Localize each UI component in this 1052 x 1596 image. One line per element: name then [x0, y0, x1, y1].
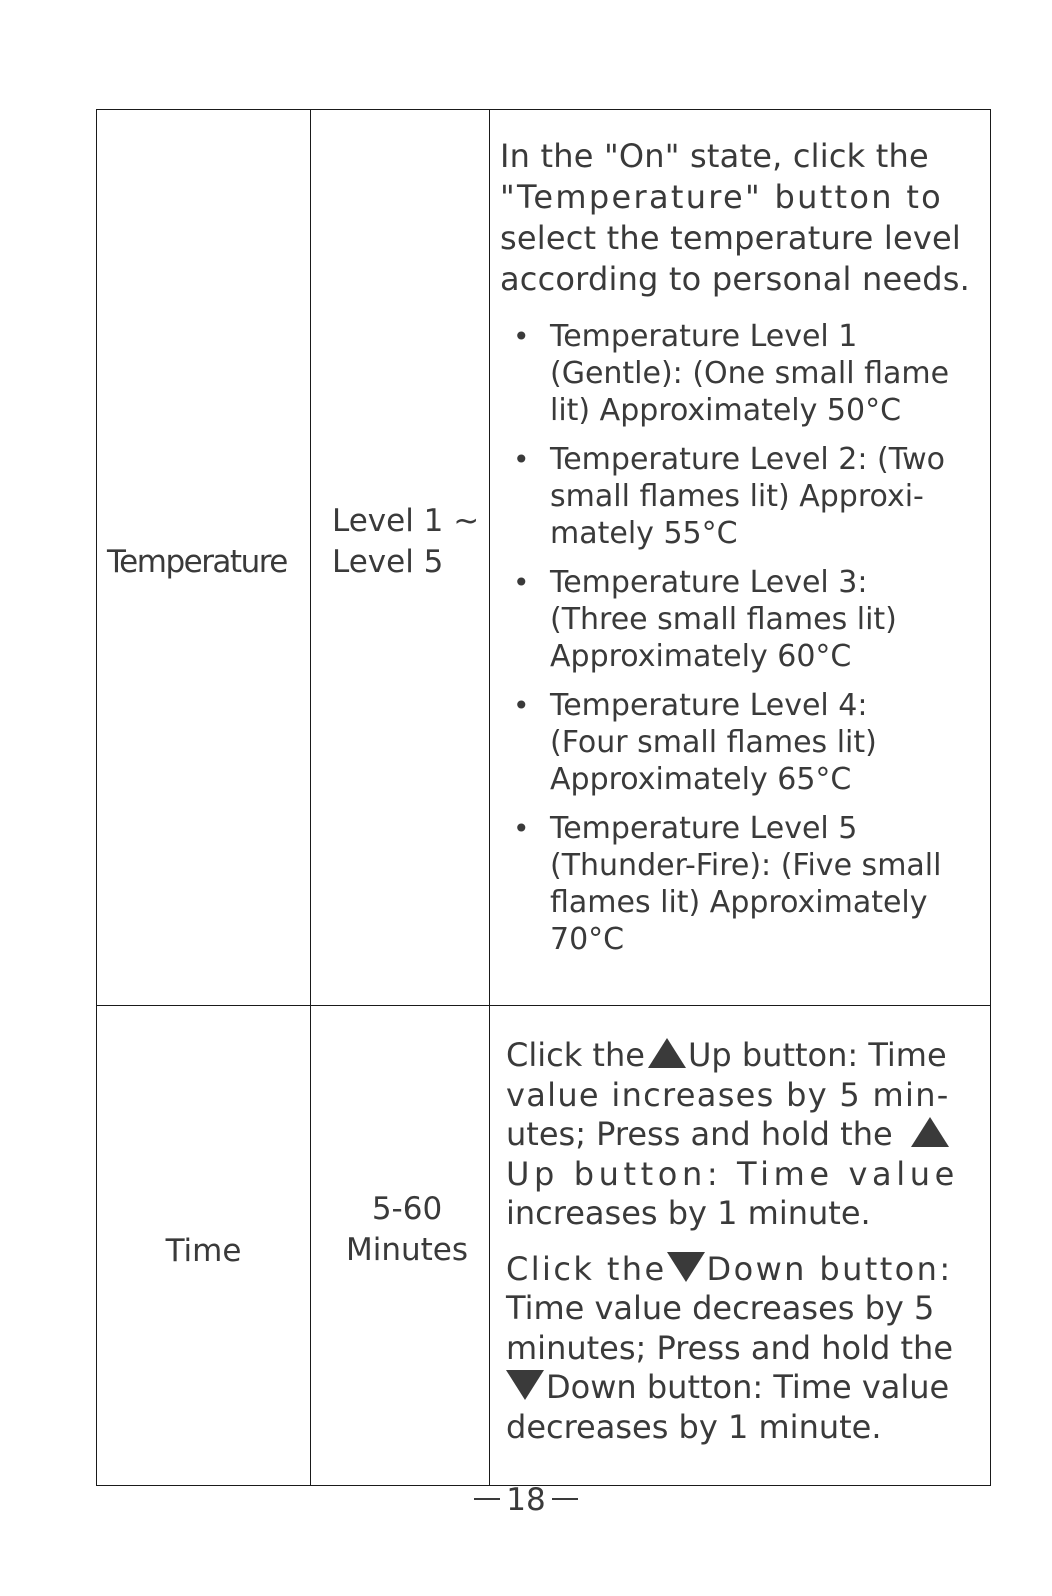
page-number [0, 1482, 1052, 1518]
temperature-range-cell [311, 110, 490, 1006]
temperature-level-list [500, 318, 980, 958]
down-button-paragraph [506, 1250, 980, 1448]
paragraph-line: decreases by 1 minute. [506, 1407, 882, 1446]
time-range-cell [311, 1006, 490, 1486]
bullet-dot-icon: • [513, 812, 530, 845]
time-name-cell [97, 1006, 311, 1486]
time-description-cell [490, 1006, 991, 1486]
bullet-line: small flames lit) Approxi- [550, 479, 924, 514]
bullet-line: Temperature Level 4: [550, 688, 868, 723]
bullet-line: (Gentle): (One small flame [550, 356, 950, 391]
paragraph-line [506, 1368, 980, 1408]
up-button-paragraph [506, 1036, 980, 1234]
temperature-range-line: Level 1 ~ [332, 502, 480, 539]
temperature-range-line: Level 5 [332, 543, 444, 580]
paragraph-text: Click the [506, 1249, 667, 1288]
list-item [500, 564, 980, 675]
bullet-line: Temperature Level 3: [550, 565, 868, 600]
bullet-line: Temperature Level 1 [550, 319, 858, 354]
temperature-description-cell [490, 110, 991, 1006]
list-item [500, 810, 980, 958]
bullet-line: 70°C [550, 922, 625, 957]
paragraph-text: utes; Press and hold the [506, 1115, 893, 1153]
up-triangle-icon [911, 1117, 949, 1147]
intro-line: select the temperature level [500, 219, 961, 257]
temperature-label: Temperature [107, 543, 287, 580]
paragraph-text: Click the [506, 1036, 645, 1074]
time-range-line: Minutes [345, 1231, 469, 1268]
bullet-line: mately 55°C [550, 516, 738, 551]
table-row-time [97, 1006, 991, 1486]
paragraph-text: Up button: Time [687, 1036, 947, 1074]
temperature-name-cell [97, 110, 311, 1006]
list-item [500, 687, 980, 798]
paragraph-line: minutes; Press and hold the [506, 1328, 953, 1367]
dash-right [552, 1498, 578, 1500]
paragraph-text: Down button: [706, 1249, 953, 1288]
bullet-line: (Thunder-Fire): (Five small [550, 848, 942, 883]
intro-line: "Temperature" button to [500, 178, 944, 216]
bullet-dot-icon: • [513, 443, 530, 476]
paragraph-line [506, 1115, 980, 1155]
paragraph-line [506, 1036, 980, 1076]
bullet-line: Approximately 60°C [550, 639, 852, 674]
bullet-line: (Four small flames lit) [550, 725, 877, 760]
bullet-line: Approximately 65°C [550, 762, 852, 797]
paragraph-line [506, 1250, 980, 1290]
list-item [500, 318, 980, 429]
bullet-dot-icon: • [513, 566, 530, 599]
page-number-text: 18 [506, 1482, 546, 1518]
paragraph-line: value increases by 5 min- [506, 1075, 950, 1114]
intro-line: In the "On" state, click the [500, 137, 929, 175]
paragraph-line: Up button: Time value [506, 1154, 959, 1193]
table-row-temperature [97, 110, 991, 1006]
bullet-line: Temperature Level 5 [550, 811, 858, 846]
bullet-line: flames lit) Approximately [550, 885, 928, 920]
paragraph-line: increases by 1 minute. [506, 1194, 871, 1232]
paragraph-line: Time value decreases by 5 [506, 1289, 935, 1327]
bullet-line: (Three small flames lit) [550, 602, 897, 637]
down-triangle-icon [667, 1252, 705, 1282]
time-label: Time [165, 1232, 242, 1269]
temperature-intro [500, 136, 980, 300]
bullet-line: Temperature Level 2: (Two [550, 442, 945, 477]
bullet-dot-icon: • [513, 689, 530, 722]
spec-table [96, 109, 991, 1486]
down-triangle-icon [506, 1370, 544, 1400]
dash-left [474, 1498, 500, 1500]
bullet-line: lit) Approximately 50°C [550, 393, 902, 428]
paragraph-text: Down button: Time value [546, 1368, 950, 1406]
list-item [500, 441, 980, 552]
intro-line: according to personal needs. [500, 260, 971, 298]
up-triangle-icon [648, 1038, 686, 1068]
time-range-line: 5-60 [371, 1190, 443, 1227]
bullet-dot-icon: • [513, 320, 530, 353]
